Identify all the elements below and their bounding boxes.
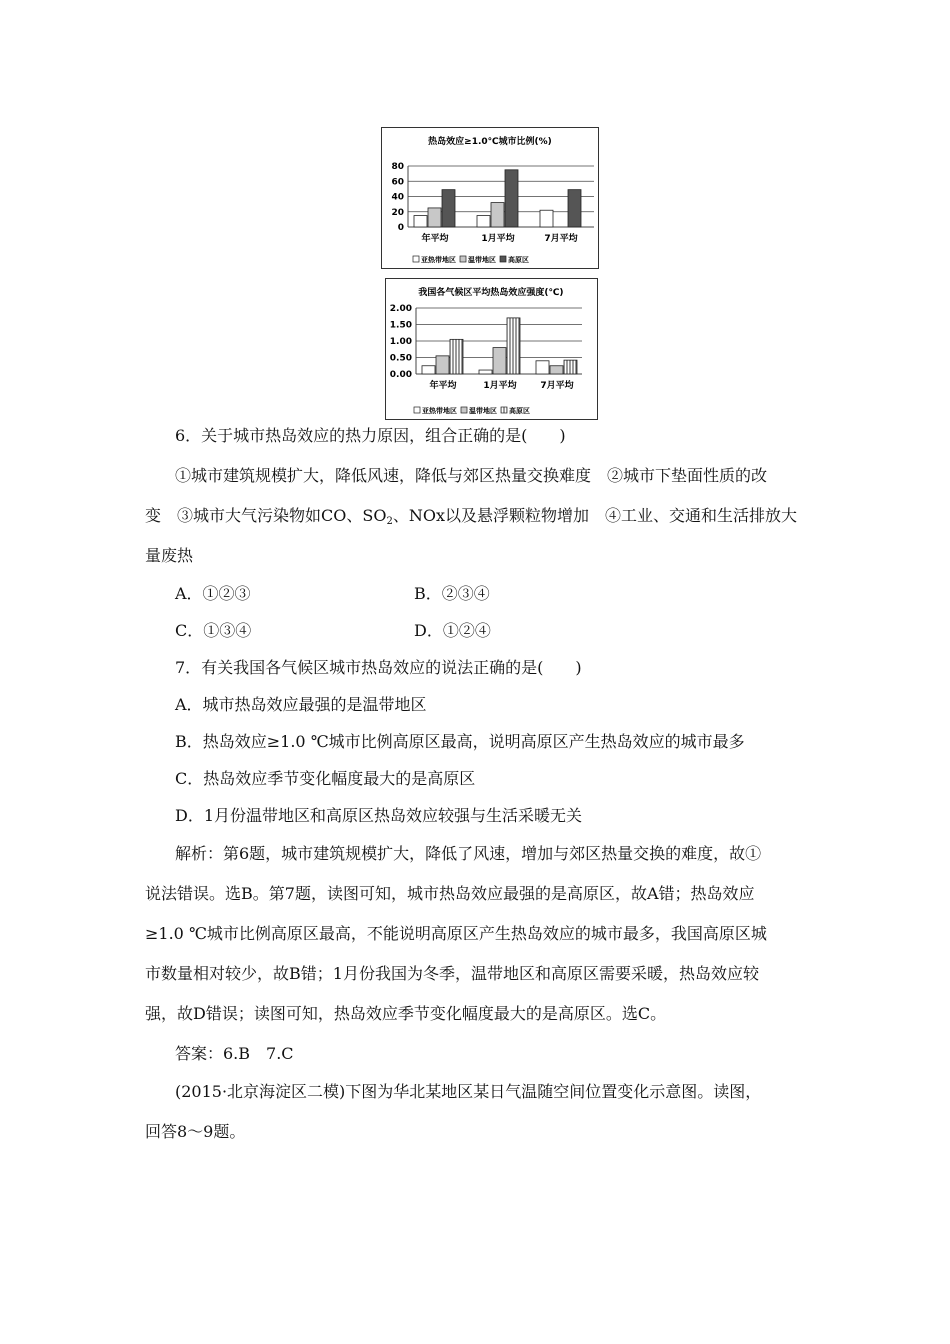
chart1-title: 热岛效应≥1.0℃城市比例(%) — [428, 137, 552, 147]
bar-3-3 — [564, 360, 577, 374]
q6-desc-line3: 量废热 — [145, 546, 194, 565]
x-category-label: 1月平均 — [483, 381, 517, 391]
bar-3-1 — [442, 190, 455, 227]
q6-desc-line2b: 、NOx以及悬浮颗粒物增加 ④工业、交通和生活排放大 — [392, 506, 797, 525]
bar-2-1 — [436, 356, 449, 374]
bar-3-3 — [568, 190, 581, 227]
bar-2-2 — [491, 203, 504, 227]
q6-option-a: A．①②③ — [175, 584, 251, 603]
legend-label: 高原区 — [508, 256, 529, 264]
q6-option-c: C．①③④ — [175, 621, 252, 640]
chart2-svg — [386, 279, 597, 419]
legend-label: 温带地区 — [468, 256, 496, 264]
analysis-line-3: ≥1.0 ℃城市比例高原区最高，不能说明高原区产生热岛效应的城市最多，我国高原区城 — [145, 924, 767, 943]
bar-3-2 — [505, 170, 518, 227]
bar-2-3 — [550, 366, 563, 374]
q6-option-b: B．②③④ — [414, 584, 490, 603]
chart1-svg — [382, 128, 598, 268]
q6-desc-line1: ①城市建筑规模扩大，降低风速，降低与郊区热量交换难度 ②城市下垫面性质的改 — [175, 466, 768, 485]
analysis-line-2: 说法错误。选B。第7题，读图可知，城市热岛效应最强的是高原区，故A错；热岛效应 — [145, 884, 755, 903]
bar-3-1 — [450, 339, 463, 374]
bar-1-3 — [536, 361, 549, 374]
q7-option-a: A．城市热岛效应最强的是温带地区 — [175, 695, 427, 714]
y-tick-label: 2.00 — [389, 304, 412, 314]
chart-heat-island-city-ratio — [381, 127, 599, 269]
y-tick-label: 1.00 — [389, 337, 412, 347]
legend-label: 温带地区 — [469, 407, 497, 415]
y-tick-label: 0.00 — [389, 370, 412, 380]
bar-1-2 — [479, 370, 492, 374]
q7-option-d: D．1月份温带地区和高原区热岛效应较强与生活采暖无关 — [175, 806, 583, 825]
bar-2-2 — [493, 348, 506, 374]
legend-swatch — [501, 407, 507, 413]
q7-option-c: C．热岛效应季节变化幅度最大的是高原区 — [175, 769, 476, 788]
q7-stem: 7．有关我国各气候区城市热岛效应的说法正确的是( ) — [175, 658, 582, 677]
chart-heat-island-intensity — [385, 278, 598, 420]
y-tick-label: 60 — [391, 177, 404, 188]
bar-1-2 — [477, 216, 490, 227]
bar-3-2 — [507, 318, 520, 374]
y-tick-label: 40 — [391, 192, 404, 203]
answer: 答案：6.B 7.C — [175, 1044, 294, 1063]
y-tick-label: 0.50 — [389, 353, 412, 364]
q7-option-b: B．热岛效应≥1.0 ℃城市比例高原区最高，说明高原区产生热岛效应的城市最多 — [175, 732, 745, 751]
x-category-label: 7月平均 — [544, 234, 578, 244]
legend-swatch — [500, 256, 506, 262]
legend-swatch — [461, 407, 467, 413]
x-category-label: 年平均 — [429, 381, 457, 391]
legend-label: 亚热带地区 — [421, 256, 456, 264]
x-category-label: 7月平均 — [540, 381, 574, 391]
bar-1-3 — [540, 210, 553, 227]
legend-label: 高原区 — [509, 407, 530, 415]
q6-desc-line2 — [145, 506, 797, 526]
legend-label: 亚热带地区 — [422, 407, 457, 415]
q6-option-d: D．①②④ — [414, 621, 491, 640]
analysis-line-4: 市数量相对较少，故B错；1月份我国为冬季，温带地区和高原区需要采暖，热岛效应较 — [145, 964, 759, 983]
x-category-label: 年平均 — [421, 234, 449, 244]
y-tick-label: 20 — [391, 207, 404, 218]
y-tick-label: 80 — [391, 162, 404, 172]
q6-desc-sub: 2 — [386, 516, 393, 527]
next-intro-line-1: (2015·北京海淀区二模)下图为华北某地区某日气温随空间位置变化示意图。读图， — [175, 1082, 762, 1101]
bar-1-1 — [414, 216, 427, 227]
legend-swatch — [414, 407, 420, 413]
legend-swatch — [413, 256, 419, 262]
x-category-label: 1月平均 — [481, 234, 515, 244]
next-intro-line-2: 回答8～9题。 — [145, 1122, 246, 1141]
q6-stem: 6．关于城市热岛效应的热力原因，组合正确的是( ) — [175, 426, 566, 445]
bar-2-1 — [428, 208, 441, 227]
analysis-line-1: 解析：第6题，城市建筑规模扩大，降低了风速，增加与郊区热量交换的难度，故① — [175, 844, 762, 863]
y-tick-label: 0 — [397, 223, 404, 233]
analysis-line-5: 强，故D错误；读图可知，热岛效应季节变化幅度最大的是高原区。选C。 — [145, 1004, 667, 1023]
q6-desc-line2a: 变 ③城市大气污染物如CO、SO — [145, 506, 387, 525]
bar-1-1 — [422, 366, 435, 374]
legend-swatch — [460, 256, 466, 262]
y-tick-label: 1.50 — [389, 320, 412, 331]
chart2-title: 我国各气候区平均热岛效应强度(℃) — [418, 288, 564, 298]
